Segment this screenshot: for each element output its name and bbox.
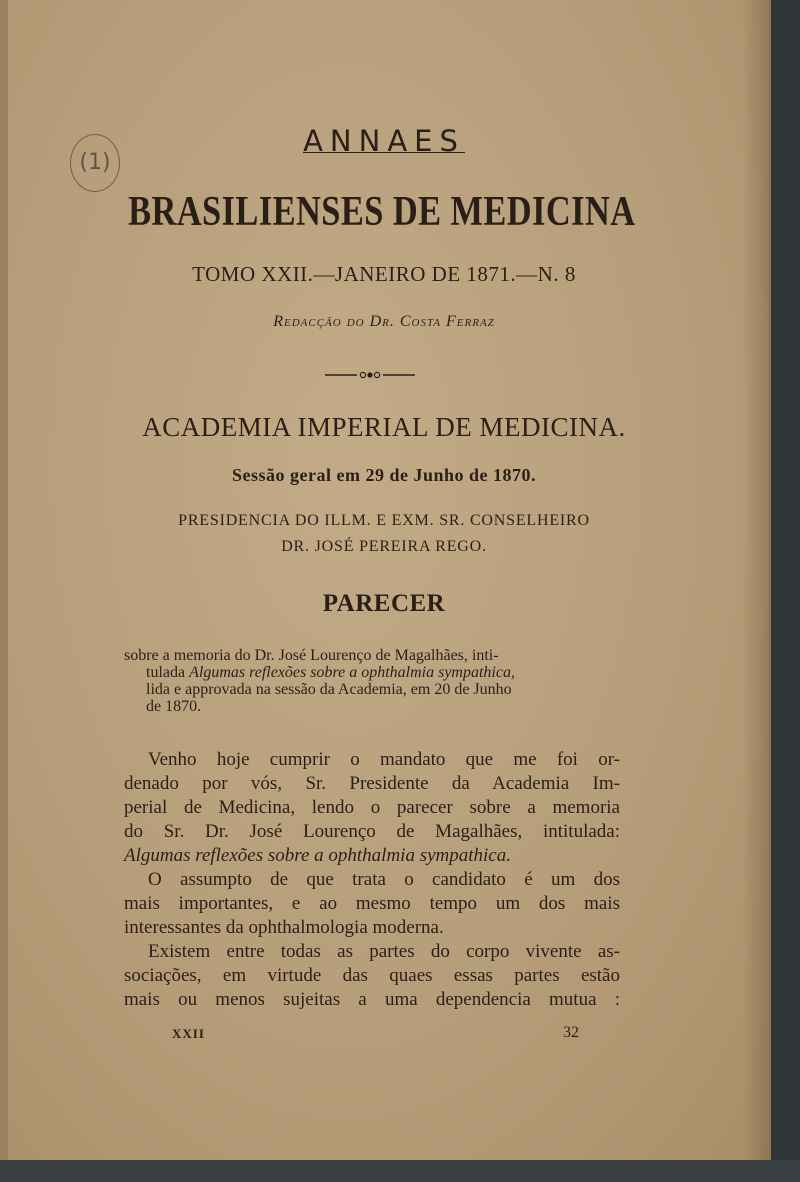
body-text: [124, 748, 620, 1012]
summary-line: lida e approvada na sessão da Academia, em 20 de Junho: [146, 681, 512, 698]
volume-line: TOMO XXII.—JANEIRO DE 1871.—N. 8: [192, 262, 576, 286]
body-line: Existem entre todas as partes do corpo vivente as-: [148, 941, 620, 962]
body-line: interessantes da ophthalmologia moderna.: [124, 917, 444, 938]
body-line: Venho hoje cumprir o mandato que me foi or-: [148, 749, 620, 770]
body-line: do Sr. Dr. José Lourenço de Magalhães, intitulada:: [124, 821, 620, 842]
session-line: Sessão geral em 29 de Junho de 1870.: [231, 465, 536, 485]
summary-line: de 1870.: [146, 698, 202, 715]
journal-title-top: ANNAES: [303, 124, 465, 158]
summary-line: sobre a memoria do Dr. José Lourenço de Magalhães, inti-: [124, 647, 499, 664]
journal-title-main: BRASILIENSES DE MEDICINA: [128, 189, 636, 235]
page-right-shadow: [742, 0, 768, 1160]
summary-title-italic: Algumas reflexões sobre a ophthalmia sympathica,: [189, 664, 515, 681]
page-number: 32: [563, 1024, 579, 1041]
body-line-italic: [124, 844, 620, 868]
editor-line: Redacção do Dr. Costa Ferraz: [273, 313, 495, 330]
body-line: mais importantes, e ao mesmo tempo um dos mais: [124, 893, 620, 914]
body-line: sociações, em virtude das quaes essas partes estão: [124, 965, 620, 986]
body-line: denado por vós, Sr. Presidente da Academia Im-: [124, 773, 620, 794]
presidency-line-1: PRESIDENCIA DO ILLM. E EXM. SR. CONSELHEIRO: [178, 512, 590, 529]
ornament-divider: [325, 368, 415, 382]
body-line: mais ou menos sujeitas a uma dependencia mutua :: [124, 989, 620, 1010]
page-left-edge: [0, 0, 8, 1160]
summary-text: tulada: [146, 664, 190, 681]
body-line: perial de Medicina, lendo o parecer sobre a memoria: [124, 797, 620, 818]
presidency-line-2: DR. JOSÉ PEREIRA REGO.: [281, 538, 487, 555]
parecer-heading: PARECER: [322, 590, 446, 617]
body-line: O assumpto de que trata o candidato é um dos: [148, 869, 620, 890]
signature-mark: XXII: [172, 1026, 205, 1041]
scanner-background: [0, 1160, 800, 1182]
academy-heading: ACADEMIA IMPERIAL DE MEDICINA.: [142, 412, 626, 442]
summary-line: [124, 664, 620, 681]
handwritten-mark: (1): [70, 134, 120, 192]
body-title-italic: Algumas reflexões sobre a ophthalmia sympathica.: [124, 845, 511, 866]
summary-paragraph: [124, 647, 620, 715]
